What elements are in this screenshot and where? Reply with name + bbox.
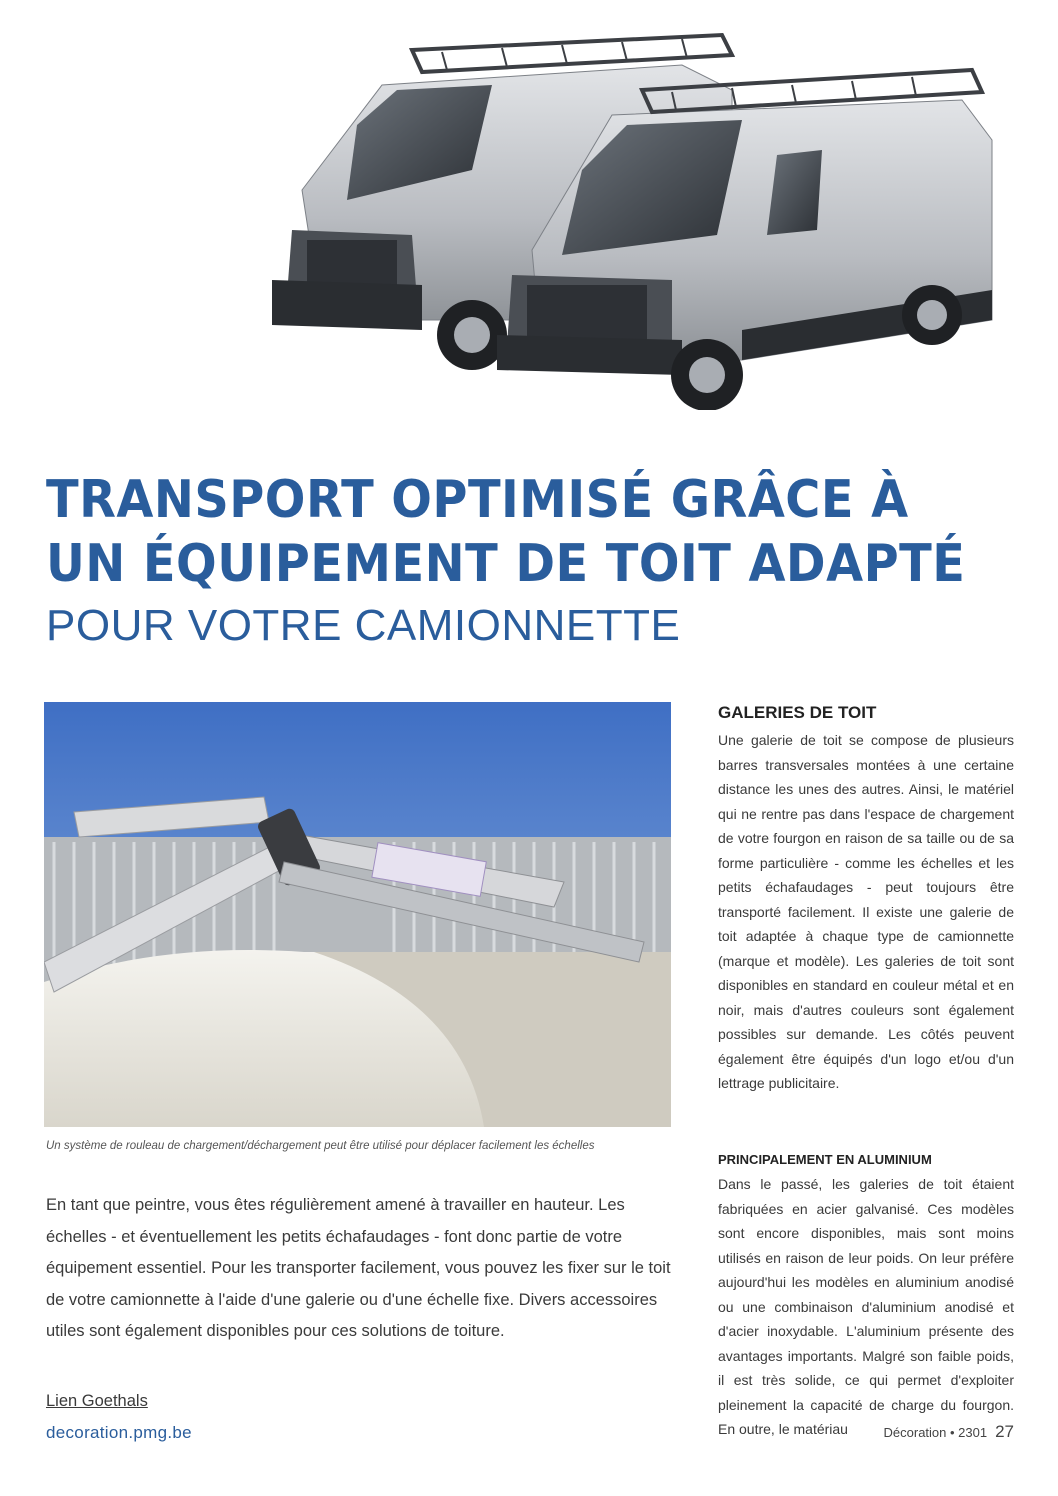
section-heading: PRINCIPALEMENT EN ALUMINIUM bbox=[718, 1152, 932, 1167]
intro-text: En tant que peintre, vous êtes régulièrement amené à travailler en hauteur. Les échelles - et éventuellement les petits échafaudages - font donc partie de votre équipement essentiel. Pour les transporter facilement, vous pouvez les fixer sur le toit de votre camionnette à l'aide d'une galerie ou d'une échelle fixe. Divers accessoires utiles sont également disponibles pour ces solutions de toiture. bbox=[46, 1196, 671, 1340]
page-number: 27 bbox=[995, 1422, 1014, 1441]
title-line-1: TRANSPORT OPTIMISÉ GRÂCE À bbox=[46, 470, 909, 530]
footer-pageinfo bbox=[884, 1422, 1014, 1442]
section-heading: GALERIES DE TOIT bbox=[718, 703, 877, 722]
title-line-2: UN ÉQUIPEMENT DE TOIT ADAPTÉ bbox=[46, 534, 966, 594]
article-title bbox=[46, 468, 1016, 654]
section-galeries bbox=[718, 702, 1014, 1096]
intro-paragraph bbox=[46, 1190, 686, 1348]
ladder-roof-photo bbox=[44, 702, 671, 1127]
section-text: Dans le passé, les galeries de toit étaient fabriquées en acier galvanisé. Ces modèles sont encore disponibles, mais sont moins utilisés en raison de leur poids. On leur préfère aujourd'hui les modèles en aluminium anodisé ou une combinaison d'aluminium anodisé et d'acier inoxydable. L'aluminium présente des avantages importants. Malgré son faible poids, il est très solide, ce qui permet d'exploiter pleinement la capacité de charge du fourgon. En outre, le matériau bbox=[718, 1176, 1014, 1437]
section-aluminium bbox=[718, 1150, 1014, 1442]
footer-website: decoration.pmg.be bbox=[46, 1423, 192, 1442]
section-text: Une galerie de toit se compose de plusieurs barres transversales montées à une certaine distance les unes des autres. Ainsi, le matériel qui ne rentre pas dans l'espace de chargement de votre fourgon en raison de sa taille ou de sa forme particulière - comme les échelles et les petits échafaudages - peut toujours être transporté facilement. Il existe une galerie de toit adaptée à chaque type de camionnette (marque et modèle). Les galeries de toit sont disponibles en standard en couleur métal et en noir, mais d'autres couleurs sont également possibles sur demande. Les côtés peuvent également être équipés d'un logo et/ou d'un lettrage publicitaire. bbox=[718, 732, 1014, 1091]
author-name: Lien Goethals bbox=[46, 1392, 148, 1410]
photo-caption: Un système de rouleau de chargement/déchargement peut être utilisé pour déplacer facilement les échelles bbox=[46, 1140, 595, 1152]
hero-vans-image bbox=[262, 30, 1002, 410]
footer-magazine: Décoration • 2301 bbox=[883, 1425, 988, 1440]
article-subtitle: POUR VOTRE CAMIONNETTE bbox=[46, 601, 681, 650]
